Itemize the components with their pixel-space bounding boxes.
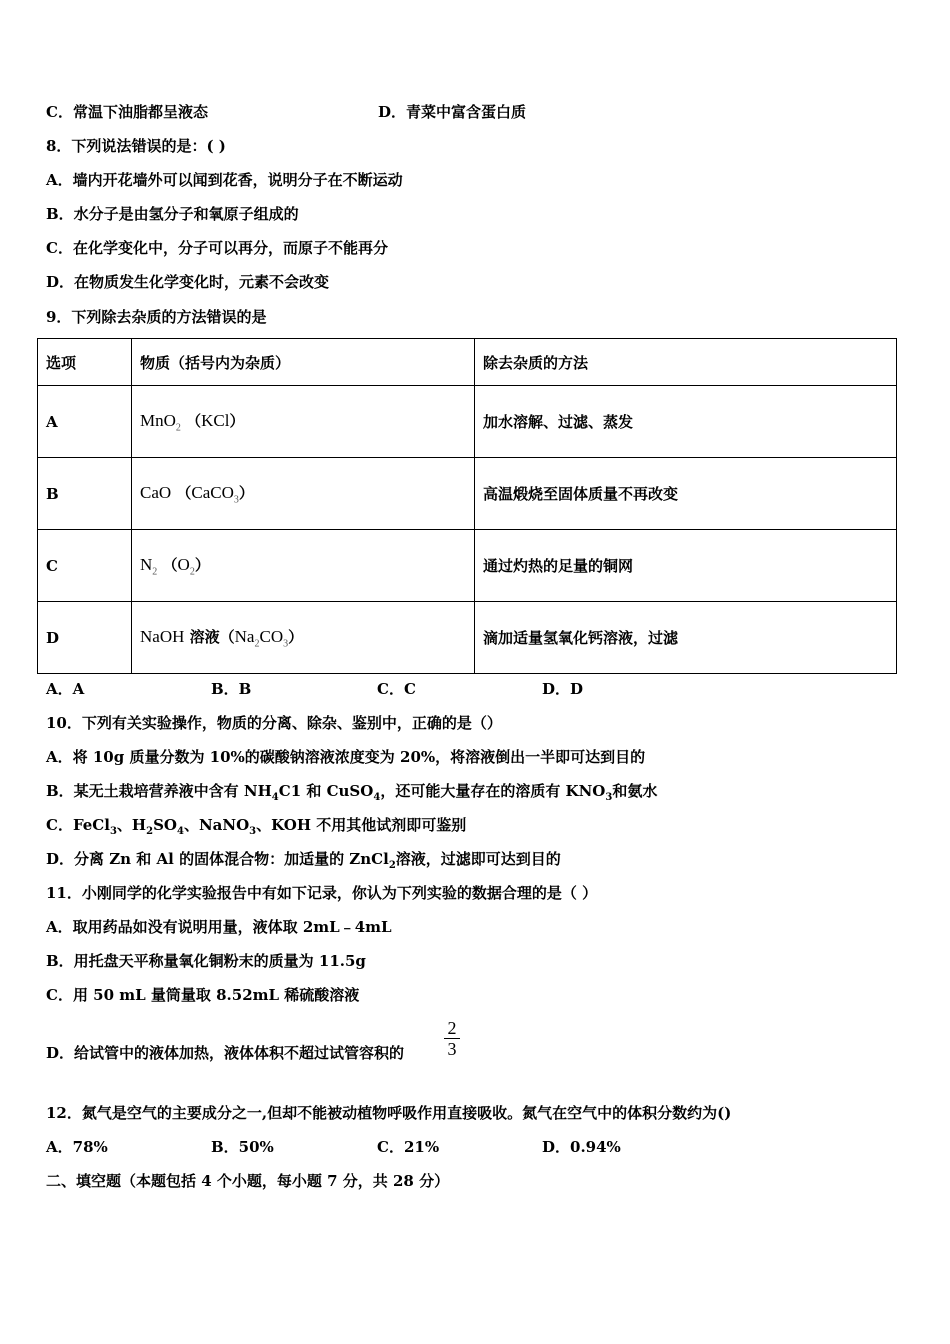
main-formula: $N_2$ xyxy=(140,554,158,578)
prev-option-d: D．青菜中富含蛋白质 xyxy=(378,103,527,121)
q12-option-b: B．50% xyxy=(211,1138,274,1156)
q10-option-a: A．将 10g 质量分数为 10%的碳酸钠溶液浓度变为 20%，将溶液倒出一半即可达到目的 xyxy=(46,748,646,766)
table-row xyxy=(38,530,897,602)
row-option: C xyxy=(38,530,132,602)
q9-stem: 9．下列除去杂质的方法错误的是 xyxy=(46,308,267,326)
q9-option-a: A．A xyxy=(46,680,85,698)
row-option: A xyxy=(38,386,132,458)
q8-option-d: D．在物质发生化学变化时，元素不会改变 xyxy=(46,273,330,291)
table-header-row xyxy=(38,339,897,386)
row-substance: NaOH 溶液$(Na_2CO_3)$ xyxy=(132,602,475,674)
prev-option-c: C．常温下油脂都呈液态 xyxy=(46,103,208,121)
row-method: 滴加适量氢氧化钙溶液，过滤 xyxy=(475,602,897,674)
q9-option-c: C．C xyxy=(377,680,416,698)
row-substance: MnO$_2$ （KCl） xyxy=(132,386,475,458)
q11-option-a: A．取用药品如没有说明用量，液体取 2mL﹣4mL xyxy=(46,918,392,936)
q12-option-d: D．0.94% xyxy=(542,1138,621,1156)
fraction-numerator: 2 xyxy=(444,1018,460,1039)
row-method: 高温煅烧至固体质量不再改变 xyxy=(475,458,897,530)
q8-option-b: B．水分子是由氢分子和氧原子组成的 xyxy=(46,205,299,223)
q10-stem: 10．下列有关实验操作，物质的分离、除杂、鉴别中，正确的是（） xyxy=(46,714,502,732)
fraction-denominator: 3 xyxy=(447,1039,457,1059)
section-heading: 二、填空题（本题包括 4 个小题，每小题 7 分，共 28 分） xyxy=(46,1172,450,1190)
impurity-formula: CaCO$_3$ xyxy=(191,482,239,506)
q11-option-d: D．给试管中的液体加热，液体体积不超过试管容积的 xyxy=(46,1044,405,1062)
q9-table xyxy=(37,338,897,674)
q10-option-d: D．分离 Zn 和 Al 的固体混合物：加适量的 ZnCl$_2$溶液，过滤即可达到目的 xyxy=(46,850,561,871)
header-option: 选项 xyxy=(38,339,132,386)
main-formula: MnO$_2$ xyxy=(140,410,181,434)
fraction-two-thirds xyxy=(444,1018,460,1059)
q12-option-c: C．21% xyxy=(377,1138,440,1156)
row-method: 通过灼热的足量的铜网 xyxy=(475,530,897,602)
impurity-formula: $O_2$ xyxy=(177,554,195,578)
q12-option-a: A．78% xyxy=(46,1138,108,1156)
q10-option-b: B．某无土栽培营养液中含有 $NH_4C1$ 和 CuSO$_4$，还可能大量存在的溶质有 $KNO_3$和氨水 xyxy=(46,782,658,803)
table-row xyxy=(38,602,897,674)
q8-stem: 8．下列说法错误的是：( ) xyxy=(46,137,226,155)
q12-stem: 12．氮气是空气的主要成分之一,但却不能被动植物呼吸作用直接吸收。氮气在空气中的体积分数约为() xyxy=(46,1104,732,1122)
row-method: 加水溶解、过滤、蒸发 xyxy=(475,386,897,458)
row-substance: $N_2$ $(O_2)$ xyxy=(132,530,475,602)
main-formula: CaO xyxy=(140,482,172,502)
q8-option-c: C．在化学变化中，分子可以再分，而原子不能再分 xyxy=(46,239,388,257)
solution-suffix: 溶液 xyxy=(189,627,220,646)
row-option: D xyxy=(38,602,132,674)
header-substance: 物质（括号内为杂质） xyxy=(132,339,475,386)
table-row xyxy=(38,386,897,458)
q11-stem: 11．小刚同学的化学实验报告中有如下记录，你认为下列实验的数据合理的是（ ） xyxy=(46,884,598,902)
q10-option-c: C．FeCl$_3$、$H_2SO_4$、NaNO$_3$、KOH 不用其他试剂即可鉴别 xyxy=(46,816,467,837)
q8-option-a: A．墙内开花墙外可以闻到花香，说明分子在不断运动 xyxy=(46,171,403,189)
q9-option-b: B．B xyxy=(211,680,252,698)
table-row xyxy=(38,458,897,530)
impurity-formula: $Na_2CO_3$ xyxy=(234,626,289,650)
q9-option-d: D．D xyxy=(542,680,584,698)
header-method: 除去杂质的方法 xyxy=(475,339,897,386)
q11-option-b: B．用托盘天平称量氧化铜粉末的质量为 11.5g xyxy=(46,952,366,970)
main-formula: NaOH xyxy=(140,626,185,646)
row-option: B xyxy=(38,458,132,530)
row-substance: CaO （CaCO$_3$） xyxy=(132,458,475,530)
q11-option-c: C．用 50 mL 量筒量取 8.52mL 稀硫酸溶液 xyxy=(46,986,360,1004)
impurity-formula: KCl xyxy=(201,410,230,430)
